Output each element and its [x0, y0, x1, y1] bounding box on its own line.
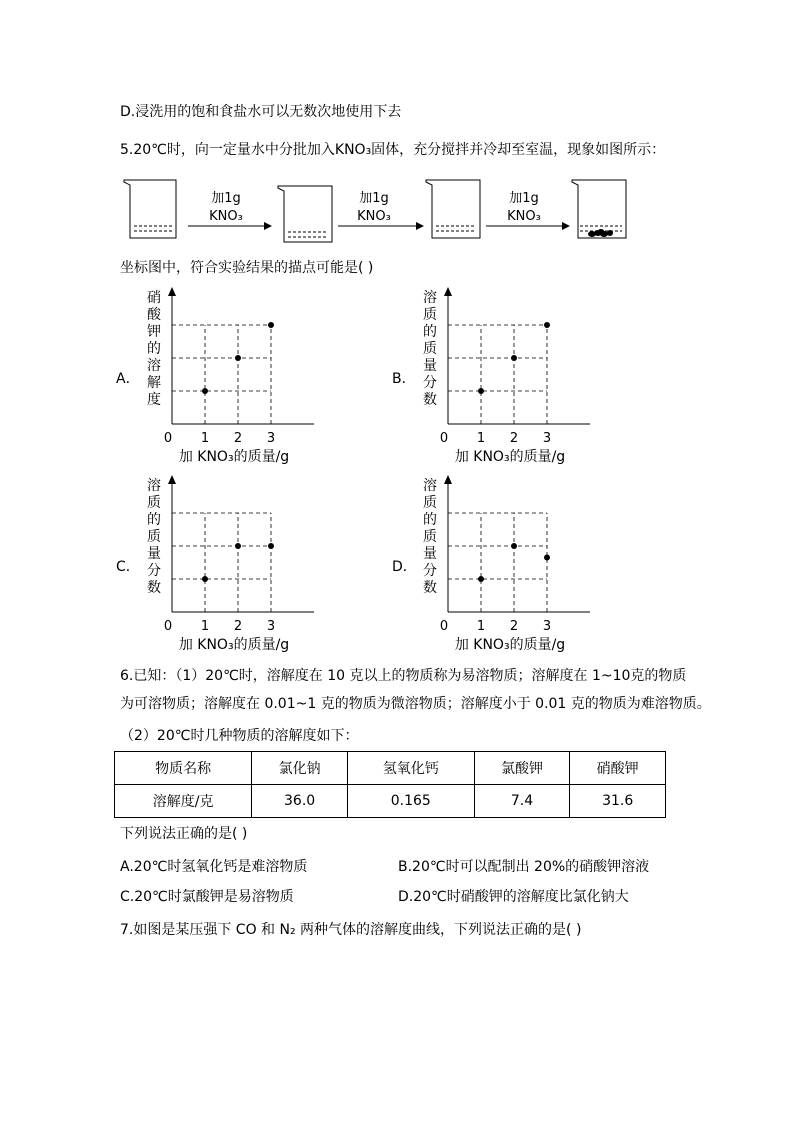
question-6-line-3: （2）20℃时几种物质的溶解度如下： [120, 728, 359, 744]
x-axis-label: 加 KNO₃的质量/g [454, 449, 566, 465]
x-tick-label: 2 [233, 619, 243, 634]
data-point [235, 355, 241, 361]
option-6b: B.20℃时可以配制出 20%的硝酸钾溶液 [398, 859, 650, 875]
x-tick-label: 2 [233, 431, 243, 446]
beaker-experiment-diagram [110, 176, 630, 248]
option-d-text: D.浸洗用的饱和食盐水可以无数次地使用下去 [120, 104, 402, 120]
data-point [478, 388, 484, 394]
y-axis-label-char: 溶 [423, 478, 437, 494]
graph-option-label: A． [116, 371, 140, 387]
y-axis-label-char: 数 [423, 392, 437, 408]
graph-d [390, 470, 590, 660]
data-point [202, 388, 208, 394]
x-tick-label: 2 [509, 619, 519, 634]
x-tick-label: 3 [266, 431, 276, 446]
y-axis-label-char: 分 [147, 563, 161, 579]
graph-option-label: B． [392, 371, 416, 387]
table-row [115, 752, 666, 785]
question-5-prompt: 坐标图中，符合实验结果的描点可能是( ) [120, 260, 374, 276]
solubility-table [114, 751, 666, 818]
y-axis-label-char: 酸 [147, 307, 161, 323]
y-axis-label-char: 的 [423, 324, 437, 340]
graph-option-label: C． [116, 559, 140, 575]
table-header-cell: 硝酸钾 [570, 752, 666, 785]
x-tick-label: 3 [542, 431, 552, 446]
table-cell: 31.6 [570, 785, 666, 818]
data-point [268, 322, 274, 328]
graph-option-label: D． [392, 559, 417, 575]
y-axis-arrow [168, 287, 176, 296]
table-cell: 0.165 [347, 785, 474, 818]
table-header-cell: 氢氧化钙 [347, 752, 474, 785]
y-axis-label-char: 数 [147, 580, 161, 596]
y-axis-label-char: 质 [147, 495, 161, 511]
arrow-3-label-top: 加1g [509, 191, 539, 206]
y-axis-label-char: 分 [423, 563, 437, 579]
y-axis-label-char: 质 [423, 341, 437, 357]
y-axis-label-char: 的 [147, 341, 161, 357]
data-point [544, 555, 550, 561]
beaker-2 [278, 186, 332, 242]
x-tick-label: 0 [163, 431, 173, 446]
graph-b [390, 282, 590, 472]
y-axis-label-char: 量 [423, 546, 437, 562]
y-axis-label-char: 解 [147, 375, 161, 391]
x-tick-label: 0 [163, 619, 173, 634]
data-point [478, 576, 484, 582]
y-axis-label-char: 质 [423, 529, 437, 545]
data-point [511, 355, 517, 361]
graph-c [114, 470, 314, 660]
x-axis-label: 加 KNO₃的质量/g [454, 637, 566, 653]
table-header-cell: 氯化钠 [252, 752, 348, 785]
x-tick-label: 1 [476, 431, 486, 446]
y-axis-label-char: 的 [423, 512, 437, 528]
table-cell: 36.0 [252, 785, 348, 818]
y-axis-label-char: 的 [147, 512, 161, 528]
arrow-2-label-bottom: KNO₃ [357, 209, 391, 224]
graph-a [114, 282, 314, 472]
table-row [115, 785, 666, 818]
table-cell: 7.4 [474, 785, 570, 818]
arrow-1-label-top: 加1g [211, 191, 241, 206]
question-6-line-2: 为可溶物质；溶解度在 0.01~1 克的物质为微溶物质；溶解度小于 0.01 克的物质为难溶物质。 [120, 696, 711, 712]
x-axis-label: 加 KNO₃的质量/g [178, 637, 290, 653]
data-point [235, 543, 241, 549]
x-tick-label: 3 [542, 619, 552, 634]
beaker-3 [426, 180, 480, 238]
y-axis-label-char: 质 [423, 495, 437, 511]
question-7-stem: 7.如图是某压强下 CO 和 N₂ 两种气体的溶解度曲线，下列说法正确的是( ) [120, 922, 582, 938]
y-axis-label-char: 硝 [147, 290, 161, 306]
x-tick-label: 0 [439, 619, 449, 634]
y-axis-label-char: 量 [147, 546, 161, 562]
x-tick-label: 0 [439, 431, 449, 446]
x-tick-label: 1 [200, 431, 210, 446]
table-header-cell: 氯酸钾 [474, 752, 570, 785]
question-6-line-1: 6.已知：（1）20℃时，溶解度在 10 克以上的物质称为易溶物质；溶解度在 1~10克的物质 [120, 668, 687, 684]
y-axis-label-char: 溶 [147, 478, 161, 494]
precipitate-crystals [588, 229, 613, 237]
beaker-1 [124, 180, 176, 238]
y-axis-arrow [444, 287, 452, 296]
x-tick-label: 1 [200, 619, 210, 634]
y-axis-label-char: 分 [423, 375, 437, 391]
table-cell: 溶解度/克 [115, 785, 252, 818]
y-axis-label-char: 量 [423, 358, 437, 374]
y-axis-label-char: 质 [423, 307, 437, 323]
y-axis-label-char: 溶 [423, 290, 437, 306]
y-axis-label-char: 溶 [147, 358, 161, 374]
option-6d: D.20℃时硝酸钾的溶解度比氯化钠大 [398, 889, 629, 905]
data-point [202, 576, 208, 582]
arrow-3-label-bottom: KNO₃ [507, 209, 541, 224]
data-point [268, 543, 274, 549]
option-6c: C.20℃时氯酸钾是易溶物质 [120, 889, 294, 905]
data-point [544, 322, 550, 328]
arrow-2-label-top: 加1g [359, 191, 389, 206]
y-axis-label-char: 钾 [147, 324, 161, 340]
beaker-4 [572, 180, 626, 238]
table-header-cell: 物质名称 [115, 752, 252, 785]
y-axis-arrow [168, 475, 176, 484]
y-axis-label-char: 数 [423, 580, 437, 596]
x-axis-label: 加 KNO₃的质量/g [178, 449, 290, 465]
y-axis-arrow [444, 475, 452, 484]
question-5-stem: 5.20℃时，向一定量水中分批加入KNO₃固体，充分搅拌并冷却至室温，现象如图所示： [120, 142, 666, 158]
question-6-prompt: 下列说法正确的是( ) [120, 826, 248, 842]
arrow-1-label-bottom: KNO₃ [209, 209, 243, 224]
x-tick-label: 3 [266, 619, 276, 634]
data-point [511, 543, 517, 549]
x-tick-label: 2 [509, 431, 519, 446]
x-tick-label: 1 [476, 619, 486, 634]
y-axis-label-char: 质 [147, 529, 161, 545]
option-6a: A.20℃时氢氧化钙是难溶物质 [120, 859, 308, 875]
y-axis-label-char: 度 [147, 392, 161, 408]
